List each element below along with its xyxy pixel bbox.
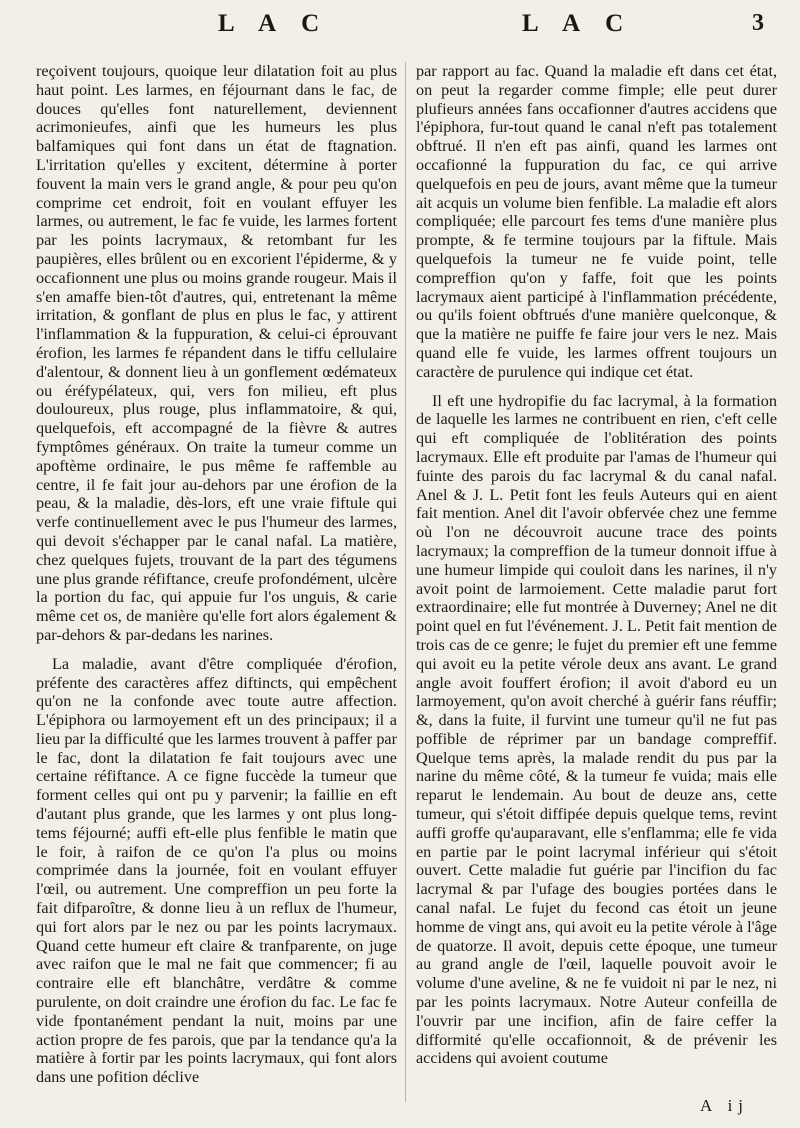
page-number: 3 [752,10,764,36]
right-column [416,62,777,1068]
left-paragraph-1: reçoivent toujours, quoique leur dilatation foit au plus haut point. Les larmes, en féjournant dans le fac, de douces qu'elles font naturellement, deviennent acrimonieufes, ainfi que les humeurs les plus balfamiques qui font dans un état de ftagnation. L'irritation qu'elles y excitent, détermine à porter fouvent la main vers le grand angle, & pour peu qu'on comprime cet endroit, foit en voulant effuyer les larmes, ou autrement, le fac fe vuide, les larmes fortent par les points lacrymaux, & retombant fur les paupières, elles brûlent ou en excorient l'épiderme, & y occafionnent une plus ou moins grande rougeur. Mais il s'en amaffe bien-tôt d'autres, qui, entretenant la même irritation, & gonflant de plus en plus le fac, y attirent l'inflammation & la fuppuration, & celui-ci éprouvant érofion, les larmes fe répandent dans le tiffu cellulaire d'alentour, & donnent lieu à un gonflement œdémateux ou éréfypélateux, qui, vers fon milieu, eft plus douloureux, plus rouge, plus inflammatoire, & qui, quelquefois, eft accompagné de la fièvre & autres fymptômes généraux. On traite la tumeur comme un apoftème ordinaire, le pus même fe raffemble au centre, il fe fait jour au-dehors par une érofion de la peau, & la maladie, dès-lors, eft une vraie fiftule qui verfe continuellement avec le pus l'humeur des larmes, qui devoit s'échapper par le canal nafal. La matière, chez quelques fujets, trouvant de la part des tégumens une plus grande réfiftance, creufe profondément, ulcère la portion du fac, qui appuie fur l'os unguis, & carie même cet os, de manière qu'elle fort alors également & par-dehors & par-dedans les narines. [36,62,397,644]
column-divider [405,62,406,1102]
left-column [36,62,397,1087]
signature-mark: A ij [700,1096,750,1115]
running-head-right: L A C [522,10,634,37]
left-paragraph-2: La maladie, avant d'être compliquée d'érofion, préfente des caractères affez diftincts, qui empêchent qu'on ne la confonde avec toute autre affection. L'épiphora ou larmoyement eft un des principaux; il a lieu par la difficulté que les larmes trouvent à paffer par le fac, dont la dilatation fe fait toujours avec une certaine réfiftance. A ce figne fuccède la tumeur que forment celles qui ont pu y parvenir; la faillie en eft d'autant plus grande, que les larmes y ont plus long-tems féjourné; auffi eft-elle plus fenfible le matin que le foir, à raifon de ce qu'on l'a plus ou moins comprimée dans la journée, foit en voulant effuyer l'œil, ou autrement. Une compreffion un peu forte la fait difparoître, & donne lieu à un reflux de l'humeur, qui fort alors par le nez ou par les points lacrymaux. Quand cette humeur eft claire & tranfparente, on juge avec raifon que le mal ne fait que commencer; fi au contraire elle eft blanchâtre, verdâtre & comme purulente, on doit craindre une érofion du fac. Le fac fe vide fpontanément pendant la nuit, moins par une action propre de fes parois, que par la tendance qu'a la matière à fortir par les points lacrymaux, qui font alors dans une pofition déclive [36,654,397,1087]
right-paragraph-1: par rapport au fac. Quand la maladie eft dans cet état, on peut la regarder comme fimple; elle peut durer plufieurs années fans occafionner d'autres accidens que l'épiphora, fur-tout quand le canal n'eft pas totalement obftrué. Il n'en eft pas ainfi, quand les larmes ont occafionné la fuppuration du fac, ce qui arrive quelquefois en peu de jours, avant même que la tumeur ait acquis un volume bien fenfible. La maladie eft alors compliquée; elle parcourt fes tems d'une manière plus prompte, & fe termine toujours par la fiftule. Mais quelquefois la tumeur ne fe vuide point, telle compreffion qu'on y faffe, foit que les points lacrymaux aient participé à l'inflammation précédente, ou qu'ils foient obftrués d'une manière quelconque, & que la matière ne puiffe fe faire jour vers le nez. Mais quand elle fe vuide, les larmes offrent toujours un caractère de purulence qui indique cet état. [416,62,777,381]
right-paragraph-2: Il eft une hydropifie du fac lacrymal, à la formation de laquelle les larmes ne contribuent en rien, c'eft celle qui eft compliquée de l'oblitération des points lacrymaux. Elle eft produite par l'amas de l'humeur qui fuinte des parois du fac lacrymal & du canal nafal. Anel & J. L. Petit font les feuls Auteurs qui en aient fait mention. Anel dit l'avoir obfervée chez une femme où l'on ne découvroit aucune trace des points lacrymaux; la compreffion de la tumeur donnoit iffue à une humeur limpide qui couloit dans les narines, il n'y avoit point de larmoiement. Cette maladie parut fort extraordinaire; elle fut montrée à Duverney; Anel ne dit point quel en fut l'événement. J. L. Petit fait mention de trois cas de ce genre; le fujet du premier eft une femme qui avoit eu la petite vérole deux ans avant. Le grand angle avoit fouffert érofion; il avoit d'abord eu un larmoyement, qu'on avoit cherché à guérir fans réuffir; &, dans la fuite, il furvint une tumeur qu'il ne fut pas poffible de réprimer par un bandage compreffif. Quelque tems après, la malade rendit du pus par la narine du même côté, & la tumeur fe vuida; mais elle reparut le lendemain. Au bout de deuze ans, cette tumeur, qui s'étoit diffipée depuis quelque tems, revint auffi groffe qu'auparavant, elle s'enflamma; elle fe vida en partie par le point lacrymal inférieur qui s'étoit ouvert. Cette maladie fut guérie par l'incifion du fac lacrymal & par l'ufage des bougies portées dans le canal nafal. Le fujet du fecond cas étoit un jeune homme de vingt ans, qui avoit eu la petite vérole à l'âge de quatorze. Il avoit, depuis cette époque, une tumeur au grand angle de l'œil, laquelle pouvoit avoir le volume d'une aveline, & ne fe vuidoit ni par le nez, ni par les points lacrymaux. Notre Auteur confeilla de l'ouvrir par une incifion, afin de faire ceffer la difformité qu'elle occafionnoit, & de prévenir les accidens qui avoient coutume [416,391,777,1068]
running-head-left: L A C [218,10,330,37]
